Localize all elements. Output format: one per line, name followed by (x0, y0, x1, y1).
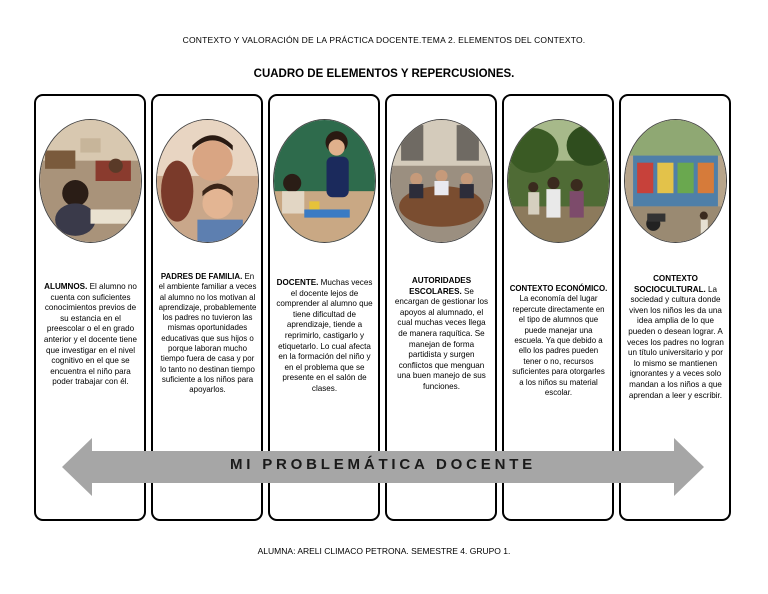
arrow-label: MI PROBLEMÁTICA DOCENTE (229, 456, 536, 473)
meeting-photo (390, 119, 493, 243)
card-body: Se encargan de gestionar los apoyos al alumnado, el cual muchas veces llega de manera raquítica. Se manejan de forma partidista y surgen conflictos que menguan una buen manejo de sus funciones. (394, 286, 489, 391)
card-text (509, 284, 608, 398)
card-text (158, 272, 257, 396)
family-photo (156, 119, 259, 243)
card-body: La sociedad y cultura donde viven los niños les da una idea amplia de lo que pueden o desean lograr. A veces los padres no logran un título universitario y por lo mismo se mantienen ignorantes y a veces solo mandan a los niños a que aprendan a leer y escribir. (627, 284, 724, 400)
card-text (41, 282, 140, 388)
card-body: La economía del lugar repercute directamente en el tipo de alumnos que puede manejar una escuela. Ya que debido a ello los padres pueden tener o no, recursos suficientes para otorgarles a los niños su material escolar. (512, 294, 605, 398)
card-text (626, 274, 725, 401)
card-heading: ALUMNOS. (44, 282, 88, 291)
document-footer: ALUMNA: ARELI CLIMACO PETRONA. SEMESTRE 4. GRUPO 1. (257, 546, 511, 556)
card-body: El alumno no cuenta con suficientes conocimientos previos de su estancia en el preescolar o el en grado anterior y el docente tiene que investigar en el nivel cognitivo en el que se encuentra el niño para poder trabajar con él. (43, 282, 138, 387)
card-body: En el ambiente familiar a veces al alumno no los motivan al aprendizaje, probablemente los padres no tuvieron las mismas oportunidades educativas que sus hijos o porque laboran mucho tiempo fuera de casa y por lo tanto no destinan tiempo suficiente a los niños para apoyarlos. (158, 272, 257, 395)
card-body: Muchas veces el docente lejos de comprender al alumno que tiene dificultad de aprendizaje, tiende a reprimirlo, castigarlo y etiquetarlo. Lo cual afecta en la formación del niño y en el problema que se presente en el salón de clases. (276, 278, 373, 393)
rural-community-photo (507, 119, 610, 243)
teacher-photo (273, 119, 376, 243)
card-text (392, 276, 491, 393)
page-title: CUADRO DE ELEMENTOS Y REPERCUSIONES. (253, 68, 515, 80)
card-heading: CONTEXTO ECONÓMICO. (509, 284, 608, 293)
card-heading: PADRES DE FAMILIA. (160, 272, 243, 281)
card-heading: DOCENTE. (276, 278, 319, 287)
card-heading: AUTORIDADES ESCOLARES. (409, 276, 472, 296)
card-text (275, 278, 374, 395)
classroom-photo (39, 119, 142, 243)
village-street-photo (624, 119, 727, 243)
document-header: CONTEXTO Y VALORACIÓN DE LA PRÁCTICA DOCENTE.TEMA 2. ELEMENTOS DEL CONTEXTO. (182, 35, 586, 45)
card-heading: CONTEXTO SOCIOCULTURAL. (633, 274, 706, 294)
